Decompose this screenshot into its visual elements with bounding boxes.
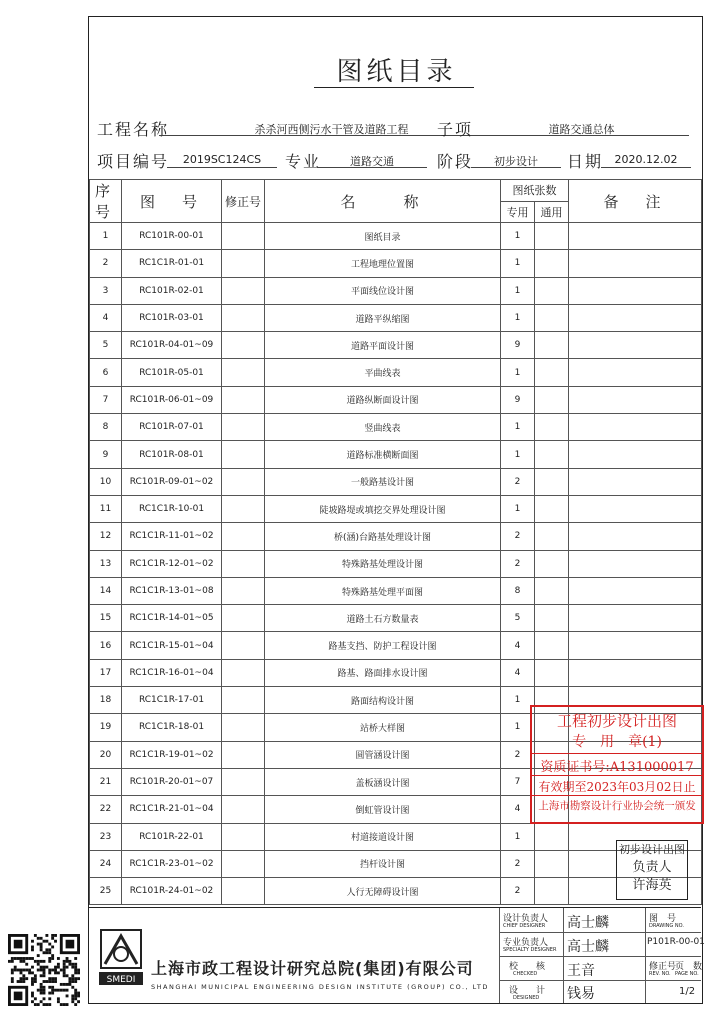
row-rev (222, 768, 265, 795)
row-seq: 15 (90, 605, 122, 632)
row-sheets-own: 2 (501, 850, 535, 877)
row-drawing-no: RC1C1R-12-01~02 (122, 550, 222, 577)
specialty-designer-label: 专业负责人 (503, 938, 549, 948)
row-name: 图纸目录 (265, 223, 501, 250)
row-sheets-own: 2 (501, 523, 535, 550)
row-remarks (569, 550, 702, 577)
logo-text: SMEDI (106, 975, 136, 985)
row-name: 倒虹管设计图 (265, 796, 501, 823)
row-seq: 16 (90, 632, 122, 659)
table-row (90, 277, 702, 304)
row-sheets-common (535, 878, 569, 905)
row-remarks (569, 659, 702, 686)
subitem-value: 道路交通总体 (548, 123, 615, 136)
row-remarks (569, 441, 702, 468)
black-stamp-line-2: 负责人 (632, 860, 672, 875)
table-row (90, 823, 702, 850)
designed-label-en: DESIGNED (513, 995, 540, 1001)
row-rev (222, 468, 265, 495)
row-drawing-no: RC1C1R-14-01~05 (122, 605, 222, 632)
row-remarks (569, 414, 702, 441)
row-sheets-own: 1 (501, 359, 535, 386)
row-remarks (569, 277, 702, 304)
row-drawing-no: RC1C1R-01-01 (122, 250, 222, 277)
row-rev (222, 850, 265, 877)
project-no-label: 项目编号 (97, 152, 170, 171)
row-remarks (569, 359, 702, 386)
col-header-sheets-own: 专用 (501, 201, 535, 223)
row-name: 人行无障碍设计图 (265, 878, 501, 905)
table-row (90, 359, 702, 386)
date-underline (601, 167, 691, 168)
row-rev (222, 550, 265, 577)
row-seq: 19 (90, 714, 122, 741)
row-name: 平面线位设计图 (265, 277, 501, 304)
row-seq: 18 (90, 687, 122, 714)
company-name-cn: 上海市政工程设计研究总院(集团)有限公司 (151, 959, 474, 978)
row-seq: 11 (90, 495, 122, 522)
table-row (90, 332, 702, 359)
date-value: 2020.12.02 (614, 153, 678, 166)
drawing-sheet (88, 16, 703, 1004)
project-name-label: 工程名称 (97, 120, 170, 139)
chief-designer-signature: 高士麟 (567, 915, 609, 931)
row-remarks (569, 332, 702, 359)
row-name: 道路平纵缩图 (265, 304, 501, 331)
row-rev (222, 659, 265, 686)
row-drawing-no: RC1C1R-18-01 (122, 714, 222, 741)
row-name: 圆管涵设计图 (265, 741, 501, 768)
row-sheets-common (535, 359, 569, 386)
black-stamp-line-3: 许海英 (632, 878, 672, 893)
project-no-value: 2019SC124CS (182, 153, 262, 166)
row-drawing-no: RC101R-24-01~02 (122, 878, 222, 905)
row-rev (222, 823, 265, 850)
design-seal-stamp (530, 705, 704, 824)
subitem-label: 子项 (437, 120, 474, 139)
row-seq: 21 (90, 768, 122, 795)
row-seq: 17 (90, 659, 122, 686)
seal-line-5: 上海市勘察设计行业协会统一颁发 (532, 795, 702, 813)
row-name: 特殊路基处理设计图 (265, 550, 501, 577)
row-sheets-common (535, 605, 569, 632)
table-row (90, 878, 702, 905)
row-name: 桥(涵)台路基处理设计图 (265, 523, 501, 550)
row-drawing-no: RC1C1R-13-01~08 (122, 577, 222, 604)
row-drawing-no: RC1C1R-15-01~04 (122, 632, 222, 659)
row-remarks (569, 223, 702, 250)
table-row (90, 250, 702, 277)
row-sheets-common (535, 577, 569, 604)
col-header-rev: 修正号 (222, 180, 265, 223)
row-name: 路基、路面排水设计图 (265, 659, 501, 686)
row-seq: 6 (90, 359, 122, 386)
row-sheets-common (535, 495, 569, 522)
row-sheets-own: 1 (501, 441, 535, 468)
row-name: 村道接道设计图 (265, 823, 501, 850)
specialty-underline (317, 167, 427, 168)
table-row (90, 577, 702, 604)
qr-code-icon (8, 934, 80, 1006)
row-rev (222, 632, 265, 659)
project-no-underline (167, 167, 277, 168)
table-row (90, 523, 702, 550)
row-sheets-common (535, 523, 569, 550)
row-rev (222, 386, 265, 413)
row-sheets-common (535, 550, 569, 577)
table-row (90, 850, 702, 877)
row-remarks (569, 632, 702, 659)
row-rev (222, 878, 265, 905)
row-sheets-own: 1 (501, 277, 535, 304)
row-sheets-common (535, 823, 569, 850)
row-name: 道路平面设计图 (265, 332, 501, 359)
row-rev (222, 332, 265, 359)
row-name: 陡坡路堤或填挖交界处理设计图 (265, 495, 501, 522)
row-sheets-common (535, 659, 569, 686)
table-row (90, 632, 702, 659)
row-drawing-no: RC1C1R-23-01~02 (122, 850, 222, 877)
row-remarks (569, 495, 702, 522)
row-remarks (569, 523, 702, 550)
row-name: 盖板涵设计图 (265, 768, 501, 795)
row-sheets-own: 9 (501, 386, 535, 413)
drawing-no-label: 图 号 (649, 914, 677, 924)
col-header-remarks: 备 注 (569, 180, 702, 223)
row-seq: 23 (90, 823, 122, 850)
drawing-no-label-en: DRAWING NO. (649, 923, 684, 929)
subitem-underline (474, 135, 689, 136)
table-row (90, 386, 702, 413)
row-name: 特殊路基处理平面图 (265, 577, 501, 604)
seal-line-3: 资质证书号:A131000017 (532, 753, 702, 775)
row-name: 挡杆设计图 (265, 850, 501, 877)
specialty-designer-label-en: SPECIALTY DESIGNER (503, 947, 557, 953)
row-rev (222, 577, 265, 604)
row-sheets-common (535, 414, 569, 441)
row-drawing-no: RC1C1R-21-01~04 (122, 796, 222, 823)
row-seq: 9 (90, 441, 122, 468)
row-seq: 14 (90, 577, 122, 604)
row-sheets-own: 7 (501, 768, 535, 795)
row-sheets-own: 8 (501, 577, 535, 604)
table-row (90, 414, 702, 441)
row-seq: 3 (90, 277, 122, 304)
row-name: 道路土石方数量表 (265, 605, 501, 632)
row-seq: 25 (90, 878, 122, 905)
title-underline (314, 87, 474, 88)
row-remarks (569, 468, 702, 495)
row-drawing-no: RC1C1R-10-01 (122, 495, 222, 522)
row-remarks (569, 304, 702, 331)
table-row (90, 659, 702, 686)
row-rev (222, 796, 265, 823)
row-drawing-no: RC101R-03-01 (122, 304, 222, 331)
row-sheets-common (535, 332, 569, 359)
row-remarks (569, 577, 702, 604)
row-rev (222, 495, 265, 522)
row-sheets-own: 1 (501, 714, 535, 741)
table-row (90, 550, 702, 577)
chief-designer-label-en: CHIEF DESIGNER (503, 923, 546, 929)
row-seq: 10 (90, 468, 122, 495)
row-drawing-no: RC101R-00-01 (122, 223, 222, 250)
table-row (90, 304, 702, 331)
row-name: 路面结构设计图 (265, 687, 501, 714)
row-drawing-no: RC101R-02-01 (122, 277, 222, 304)
specialty-label: 专业 (285, 152, 322, 171)
row-seq: 5 (90, 332, 122, 359)
checked-label-en: CHECKED (513, 971, 538, 977)
row-drawing-no: RC101R-04-01~09 (122, 332, 222, 359)
row-rev (222, 250, 265, 277)
row-remarks (569, 250, 702, 277)
col-header-sheets-common: 通用 (535, 201, 569, 223)
specialty-designer-signature: 高士麟 (567, 939, 609, 955)
row-name: 平曲线表 (265, 359, 501, 386)
designed-signature: 钱易 (567, 986, 595, 1002)
row-name: 一般路基设计图 (265, 468, 501, 495)
row-rev (222, 714, 265, 741)
row-seq: 22 (90, 796, 122, 823)
row-name: 道路纵断面设计图 (265, 386, 501, 413)
row-drawing-no: RC101R-07-01 (122, 414, 222, 441)
drawing-no-value: P101R-00-01 (647, 937, 705, 947)
row-sheets-common (535, 250, 569, 277)
row-seq: 7 (90, 386, 122, 413)
row-sheets-own: 1 (501, 223, 535, 250)
row-sheets-own: 1 (501, 250, 535, 277)
page-title: 图纸目录 (336, 57, 457, 87)
col-header-name: 名 称 (265, 180, 501, 223)
seal-line-1: 工程初步设计出图 (556, 712, 677, 730)
row-rev (222, 605, 265, 632)
row-drawing-no: RC101R-05-01 (122, 359, 222, 386)
row-sheets-own: 2 (501, 468, 535, 495)
stage-value: 初步设计 (494, 155, 538, 168)
row-seq: 13 (90, 550, 122, 577)
col-header-sheets: 图纸张数 (501, 180, 569, 202)
table-row (90, 441, 702, 468)
table-row (90, 468, 702, 495)
rev-no-label: 修正号 (649, 962, 677, 972)
row-seq: 4 (90, 304, 122, 331)
stage-underline (471, 167, 561, 168)
responsible-person-stamp (616, 840, 688, 900)
chief-designer-label: 设计负责人 (503, 914, 549, 924)
row-remarks (569, 386, 702, 413)
specialty-value: 道路交通 (350, 155, 394, 168)
row-sheets-own: 9 (501, 332, 535, 359)
smedi-logo-icon (99, 928, 143, 988)
row-sheets-own: 4 (501, 632, 535, 659)
row-name: 工程地理位置图 (265, 250, 501, 277)
row-drawing-no: RC1C1R-16-01~04 (122, 659, 222, 686)
row-seq: 2 (90, 250, 122, 277)
table-row (90, 495, 702, 522)
row-rev (222, 441, 265, 468)
rev-no-label-en: REV. NO. (649, 971, 671, 977)
row-sheets-common (535, 277, 569, 304)
table-row (90, 223, 702, 250)
seal-line-2: 专 用 章(1) (572, 734, 662, 750)
row-sheets-common (535, 468, 569, 495)
row-remarks (569, 605, 702, 632)
row-sheets-own: 1 (501, 414, 535, 441)
table-row (90, 605, 702, 632)
checked-label: 校 核 (509, 962, 546, 972)
row-seq: 20 (90, 741, 122, 768)
company-name-en: SHANGHAI MUNICIPAL ENGINEERING DESIGN INSTITUTE (GROUP) CO., LTD (151, 983, 489, 991)
page-no-value: 1/2 (679, 986, 696, 997)
row-rev (222, 359, 265, 386)
row-seq: 12 (90, 523, 122, 550)
row-sheets-common (535, 850, 569, 877)
row-rev (222, 223, 265, 250)
row-drawing-no: RC101R-22-01 (122, 823, 222, 850)
row-drawing-no: RC101R-06-01~09 (122, 386, 222, 413)
row-drawing-no: RC1C1R-11-01~02 (122, 523, 222, 550)
row-seq: 1 (90, 223, 122, 250)
page-no-label-en: PAGE NO. (675, 971, 699, 977)
stage-label: 阶段 (437, 152, 474, 171)
row-sheets-common (535, 223, 569, 250)
row-sheets-own: 4 (501, 659, 535, 686)
page-no-label: 页 数 (675, 962, 703, 972)
row-name: 道路标准横断面图 (265, 441, 501, 468)
row-drawing-no: RC1C1R-19-01~02 (122, 741, 222, 768)
date-label: 日期 (567, 152, 604, 171)
designed-label: 设 计 (509, 986, 546, 996)
row-name: 竖曲线表 (265, 414, 501, 441)
row-sheets-common (535, 386, 569, 413)
col-header-drawing-no: 图 号 (122, 180, 222, 223)
row-sheets-common (535, 441, 569, 468)
col-header-seq: 序号 (90, 180, 122, 223)
row-rev (222, 304, 265, 331)
checked-signature: 王音 (567, 963, 595, 979)
row-rev (222, 741, 265, 768)
row-seq: 8 (90, 414, 122, 441)
row-rev (222, 687, 265, 714)
black-stamp-line-1: 初步设计出图 (619, 843, 685, 856)
row-sheets-own: 1 (501, 823, 535, 850)
row-drawing-no: RC1C1R-17-01 (122, 687, 222, 714)
row-sheets-own: 2 (501, 550, 535, 577)
row-rev (222, 277, 265, 304)
row-name: 路基支挡、防护工程设计图 (265, 632, 501, 659)
row-sheets-own: 5 (501, 605, 535, 632)
row-sheets-common (535, 632, 569, 659)
project-name-value: 杀杀河西侧污水干管及道路工程 (254, 123, 409, 136)
row-drawing-no: RC101R-08-01 (122, 441, 222, 468)
row-sheets-own: 1 (501, 304, 535, 331)
seal-line-4: 有效期至2023年03月02日止 (532, 775, 702, 795)
row-name: 站桥大样图 (265, 714, 501, 741)
row-sheets-own: 1 (501, 495, 535, 522)
row-drawing-no: RC101R-20-01~07 (122, 768, 222, 795)
row-rev (222, 523, 265, 550)
row-seq: 24 (90, 850, 122, 877)
title-block (89, 907, 705, 1003)
row-sheets-own: 4 (501, 796, 535, 823)
row-sheets-own: 2 (501, 878, 535, 905)
row-drawing-no: RC101R-09-01~02 (122, 468, 222, 495)
row-sheets-common (535, 304, 569, 331)
row-sheets-own: 2 (501, 741, 535, 768)
row-rev (222, 414, 265, 441)
row-sheets-own: 1 (501, 687, 535, 714)
